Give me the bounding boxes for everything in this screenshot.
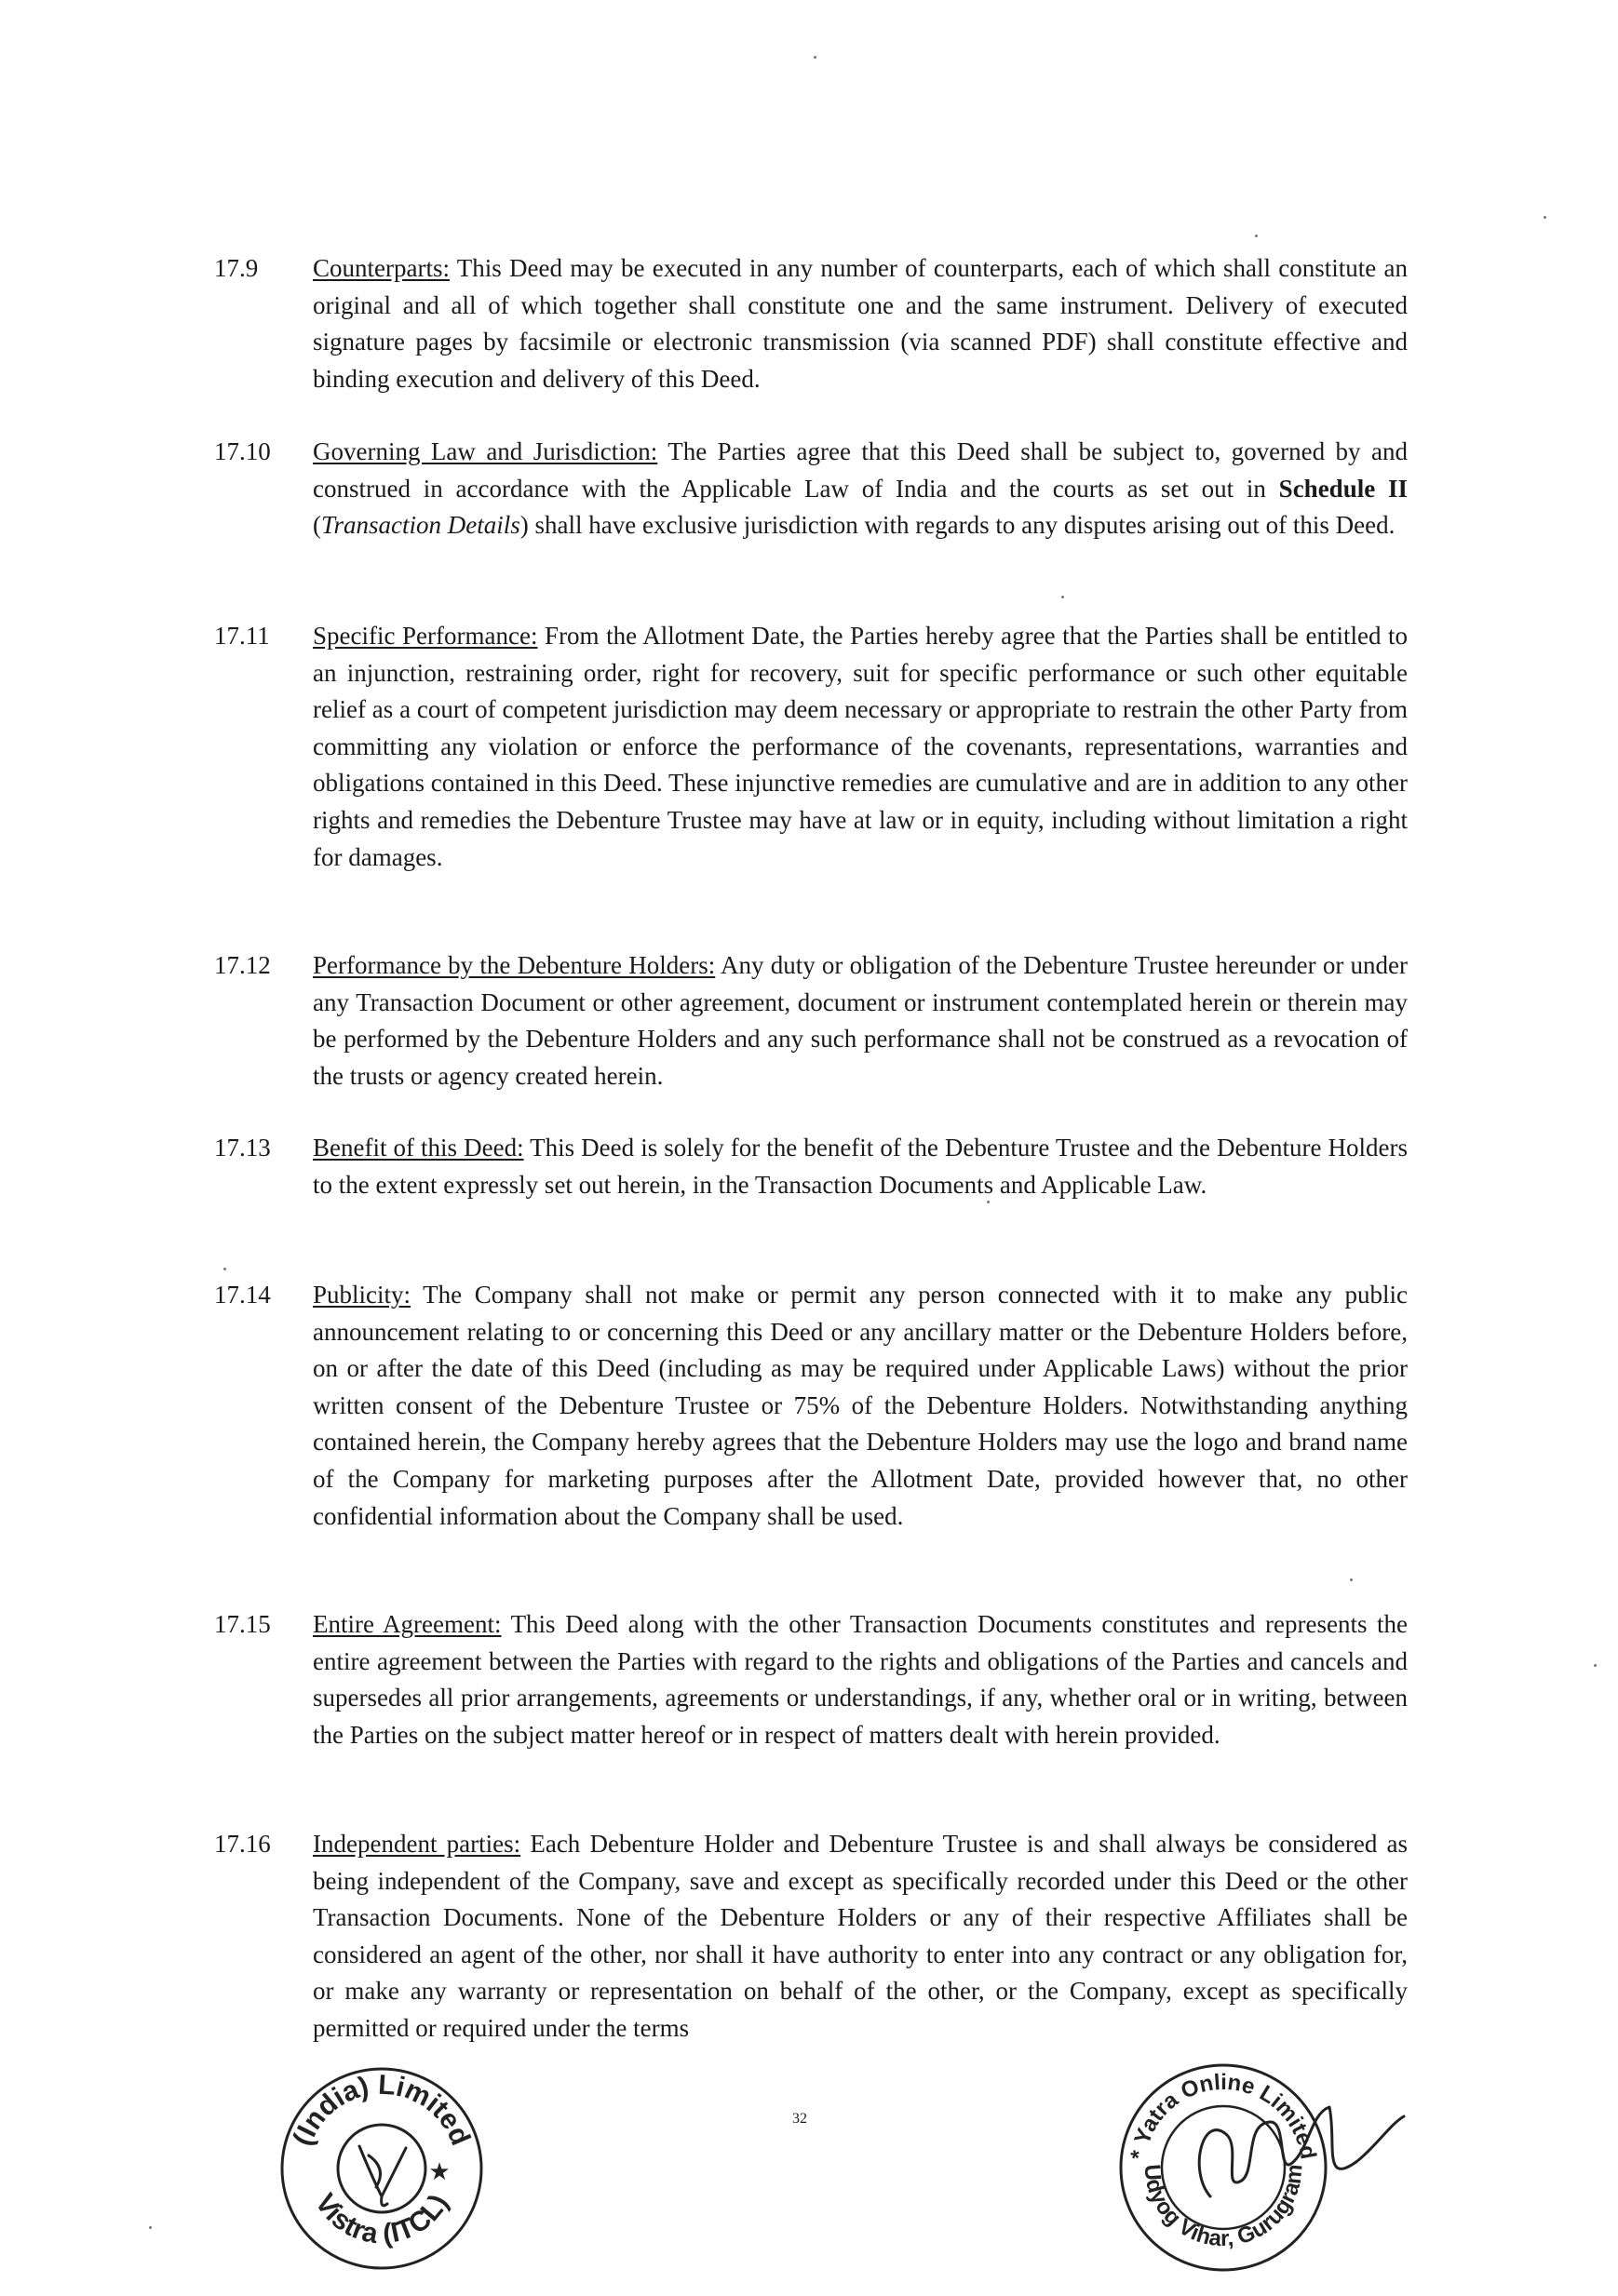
- clause-heading: Specific Performance:: [313, 622, 538, 650]
- scan-speck: [987, 1201, 990, 1203]
- scan-speck: [223, 1268, 226, 1270]
- clause-body: [313, 947, 1408, 1094]
- schedule-name: Transaction Details: [321, 511, 520, 540]
- scan-speck: [1061, 596, 1064, 598]
- clause-body: [313, 1130, 1408, 1203]
- clause-heading: Counterparts:: [313, 254, 450, 282]
- company-seal-right: [1113, 2059, 1421, 2282]
- company-seal-left: [277, 2064, 486, 2273]
- clause-body: [313, 1606, 1408, 1753]
- clause-text: The Company shall not make or permit any person connected with it to make any public announcement relating to or concerning this Deed or any ancillary matter or the Debenture Holders before, on or after the date of this Deed (including as may be required under Applicable Laws) without the prior written consent of the Debenture Trustee or 75% of the Debenture Holders. Notwithstanding anything contained herein, the Company hereby agrees that the Debenture Holders may use the logo and brand name of the Company for marketing purposes after the Allotment Date, provided however that, no other confidential information about the Company shall be used.: [313, 1281, 1408, 1530]
- seal-lettering-bottom: Vistra (ITCL): [308, 2188, 455, 2250]
- clause-text: Each Debenture Holder and Debenture Trustee is and shall always be considered as being independent of the Company, save and except as specifically recorded under this Deed or the other Transaction Documents. None of the Debenture Holders or any of their respective Affiliates shall be considered an agent of the other, nor shall it have authority to enter into any contract or any obligation for, or make any warranty or representation on behalf of the other, or the Company, except as specifically permitted or required under the terms: [313, 1830, 1409, 2042]
- clause-number: 17.16: [214, 1830, 271, 1858]
- clause-text: This Deed is solely for the benefit of the Debenture Trustee and the Debenture Holders to the extent expressly set out herein, in the Transaction Documents and Applicable Law.: [313, 1134, 1408, 1199]
- clause-number: 17.9: [214, 254, 259, 282]
- schedule-reference: Schedule II: [1278, 474, 1408, 503]
- page-number: 32: [792, 2111, 807, 2127]
- clause-heading: Entire Agreement:: [313, 1610, 502, 1638]
- seal-lettering-top: * Yatra Online Limited: [1126, 2069, 1321, 2162]
- seal-initial-signature: [359, 2146, 406, 2206]
- seal-lettering-top: (India) Limited: [287, 2069, 477, 2150]
- clause-text-continued: shall have exclusive jurisdiction with regards to any disputes arising out of this Deed.: [534, 511, 1396, 540]
- clause-body: [313, 250, 1408, 397]
- clause-body: Governing Law and Jurisdiction: The Parties agree that this Deed shall be subject to, governed by and construed in accordance with the Applicable Law of India and the courts as set out in Schedule II (Transaction Details) shall have exclusive jurisdiction with regards to any disputes arising out of this Deed.: [313, 437, 1408, 540]
- clause-text: From the Allotment Date, the Parties hereby agree that the Parties shall be entitled to an injunction, restraining order, right for recovery, suit for specific performance or such other equitable relief as a court of competent jurisdiction may deem necessary or appropriate to restrain the other Party from committing any violation or enforce the performance of the covenants, representations, warranties and obligations contained in this Deed. These injunctive remedies are cumulative and are in addition to any other rights and remedies the Debenture Trustee may have at law or in equity, including without limitation a right for damages.: [313, 622, 1409, 871]
- clause-heading: Publicity:: [313, 1281, 411, 1309]
- clause-number: 17.13: [214, 1134, 271, 1161]
- clause-text: This Deed along with the other Transaction Documents constitutes and represents the entire agreement between the Parties with regard to the rights and obligations of the Parties and cancels and supersedes all prior arrangements, agreements or understandings, if any, whether oral or in writing, between the Parties on the subject matter hereof or in respect of matters dealt with herein provided.: [313, 1610, 1408, 1749]
- clause-number: 17.10: [214, 437, 271, 465]
- scan-speck: [1350, 1578, 1353, 1581]
- scan-speck: [1544, 216, 1546, 219]
- scan-speck: [1255, 235, 1258, 237]
- seal-lettering-bottom: Udyog Vihar, Gurugram: [1139, 2163, 1308, 2252]
- clause-heading: Governing Law and Jurisdiction:: [313, 437, 658, 465]
- clause-heading: Benefit of this Deed:: [313, 1134, 524, 1161]
- clause-number: 17.11: [214, 622, 270, 650]
- clause-number: 17.15: [214, 1610, 271, 1638]
- clause-heading: Performance by the Debenture Holders:: [313, 951, 716, 979]
- scan-speck: [1594, 1664, 1597, 1667]
- clause-number: 17.14: [214, 1281, 271, 1309]
- clause-body: [313, 618, 1408, 876]
- clause-text: This Deed may be executed in any number of counterparts, each of which shall constitute an original and all of which together shall constitute one and the same instrument. Delivery of executed signature pages by facsimile or electronic transmission (via scanned PDF) shall constitute effective and binding execution and delivery of this Deed.: [313, 254, 1408, 393]
- scan-speck: [814, 56, 816, 59]
- clause-heading: Independent parties:: [313, 1830, 521, 1858]
- clause-body: [313, 1826, 1408, 2048]
- seal-star: ★: [428, 2158, 451, 2186]
- clause-text: The Parties agree that this Deed shall be subject to, governed by and construed in accordance with the Applicable Law of India and the courts as set out in: [313, 437, 1408, 503]
- clause-number: 17.12: [214, 951, 271, 979]
- scan-speck: [149, 2226, 152, 2229]
- clause-text: Any duty or obligation of the Debenture Trustee hereunder or under any Transaction Document or other agreement, document or instrument contemplated herein or therein may be performed by the Debenture Holders and any such performance shall not be construed as a revocation of the trusts or agency created herein.: [313, 951, 1409, 1090]
- clause-body: [313, 1277, 1408, 1535]
